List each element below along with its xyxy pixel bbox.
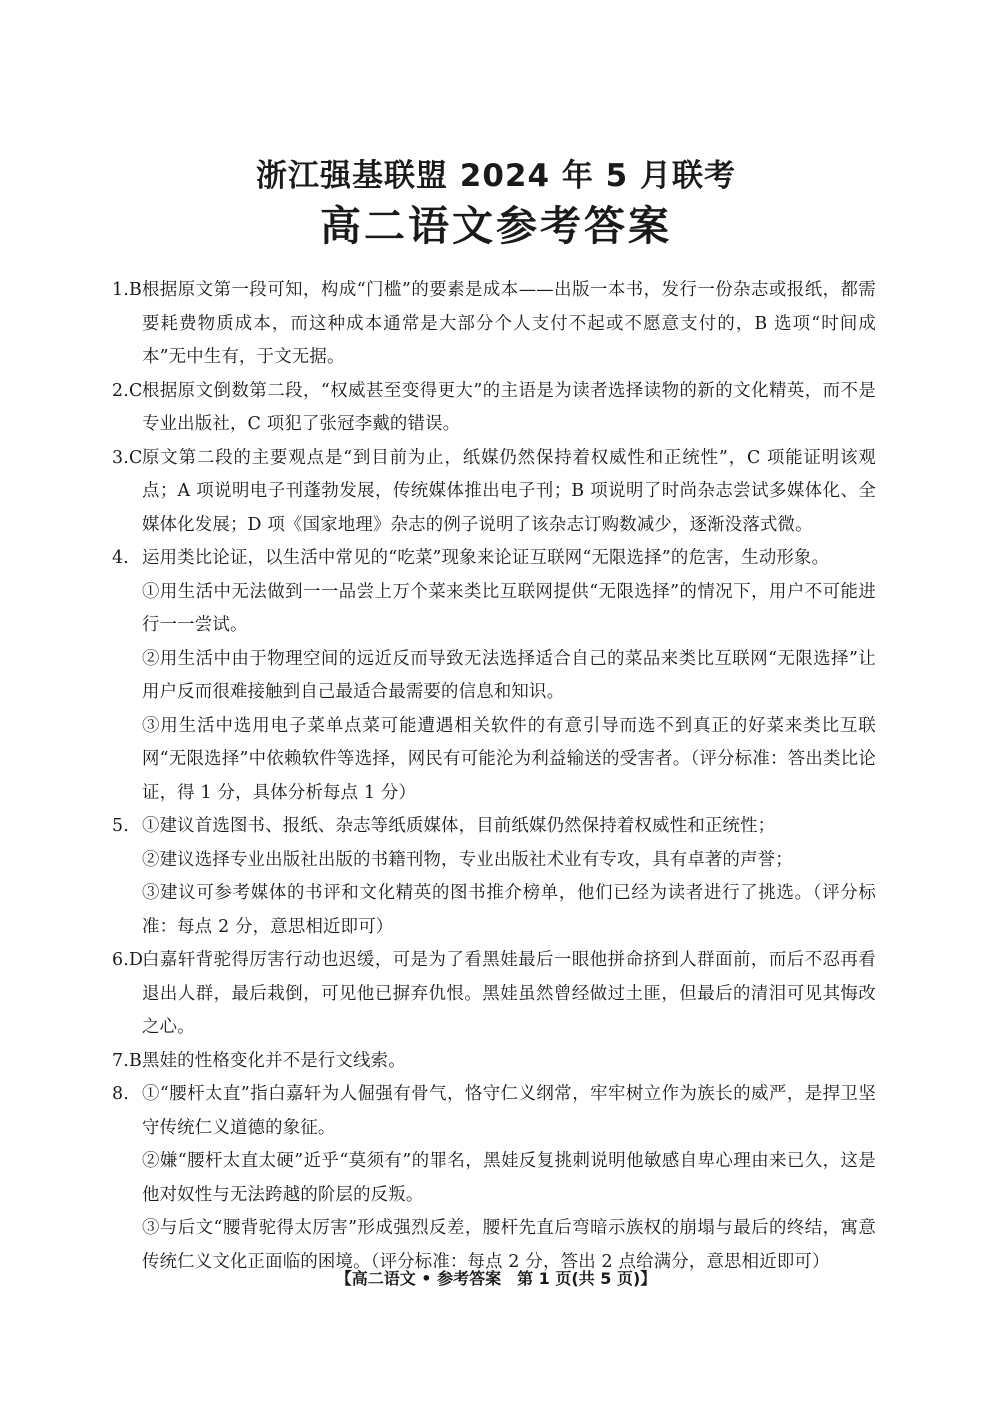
answer-text: ③建议可参考媒体的书评和文化精英的图书推介榜单，他们已经为读者进行了挑选。（评分标准：每点 2 分，意思相近即可） [142, 883, 876, 937]
answer-number: 7.B [112, 1050, 142, 1071]
answer-number: 4. [112, 548, 129, 568]
answer-text: ②建议选择专业出版社出版的书籍刊物，专业出版社术业有专攻，具有卓著的声誉； [142, 849, 793, 870]
answer-text: ③用生活中选用电子菜单点菜可能遭遇相关软件的有意引导而选不到真正的好菜来类比互联网“无限选择”中依赖软件等选择，网民有可能沦为利益输送的受害者。（评分标准：答出类比论证，得 1 分，具体分析每点 1 分） [142, 715, 876, 803]
answer-number: 3.C [112, 447, 143, 468]
page-footer: 【高二语文 • 参考答案 第 1 页(共 5 页)】 [335, 1269, 657, 1288]
answer-item [112, 442, 876, 543]
exam-title: 浙江强基联盟 2024 年 5 月联考 [255, 158, 737, 194]
answer-text: 原文第二段的主要观点是“到目前为止，纸媒仍然保持着权威性和正统性”，C 项能证明该观点；A 项说明电子刊蓬勃发展，传统媒体推出电子刊；B 项说明了时尚杂志尝试多媒体化、全媒体化发展；D 项《国家地理》杂志的例子说明了该杂志订购数减少，逐渐没落式微。 [142, 447, 876, 535]
answer-item [112, 274, 876, 375]
answer-item [112, 1045, 876, 1079]
answer-number: 6.D [112, 950, 144, 970]
answer-number: 5. [112, 816, 129, 836]
answer-number: 2.C [112, 380, 143, 401]
answer-text: 运用类比论证，以生活中常见的“吃菜”现象来论证互联网“无限选择”的危害，生动形象。 [142, 548, 830, 568]
answer-text: ②嫌“腰杆太直太硬”近乎“莫须有”的罪名，黑娃反复挑刺说明他敏感自卑心理由来已久，这是他对奴性与无法跨越的阶层的反叛。 [142, 1151, 876, 1205]
answer-text: 根据原文第一段可知，构成“门槛”的要素是成本——出版一本书，发行一份杂志或报纸，都需要耗费物质成本，而这种成本通常是大部分个人支付不起或不愿意支付的，B 选项“时间成本”无中生有，于文无据。 [142, 280, 876, 367]
answer-text: ①“腰杆太直”指白嘉轩为人倔强有骨气，恪守仁义纲常，牢牢树立作为族长的威严，是捍卫坚守传统仁义道德的象征。 [142, 1084, 876, 1138]
answer-number: 8. [112, 1084, 129, 1104]
answer-item [112, 542, 876, 810]
answer-item [112, 810, 876, 944]
answer-text: ②用生活中由于物理空间的远近反而导致无法选择适合自己的菜品来类比互联网“无限选择”让用户反而很难接触到自己最适合最需要的信息和知识。 [142, 648, 876, 702]
answer-text: ①建议首选图书、报纸、杂志等纸质媒体，目前纸媒仍然保持着权威性和正统性； [142, 816, 776, 836]
answer-item [112, 1078, 876, 1279]
answer-item [112, 375, 876, 442]
answer-text: ③与后文“腰背驼得太厉害”形成强烈反差，腰杆先直后弯暗示族权的崩塌与最后的终结，寓意传统仁义文化正面临的困境。（评分标准：每点 2 分，答出 2 点给满分，意思相近即可） [142, 1218, 876, 1272]
answer-text: 黑娃的性格变化并不是行文线索。 [142, 1050, 406, 1071]
answer-number: 1.B [112, 280, 142, 300]
answers-list [112, 274, 876, 1279]
answer-item [112, 944, 876, 1045]
answer-text: 白嘉轩背驼得厉害行动也迟缓，可是为了看黑娃最后一眼他拼命挤到人群面前，而后不忍再看退出人群，最后栽倒，可见他已摒弃仇恨。黑娃虽然曾经做过土匪，但最后的清泪可见其悔改之心。 [142, 950, 876, 1037]
answer-text: ①用生活中无法做到一一品尝上万个菜来类比互联网提供“无限选择”的情况下，用户不可能进行一一尝试。 [142, 581, 876, 635]
answer-text: 根据原文倒数第二段，“权威甚至变得更大”的主语是为读者选择读物的新的文化精英，而不是专业出版社，C 项犯了张冠李戴的错误。 [142, 380, 876, 434]
document-title: 高二语文参考答案 [320, 202, 672, 250]
